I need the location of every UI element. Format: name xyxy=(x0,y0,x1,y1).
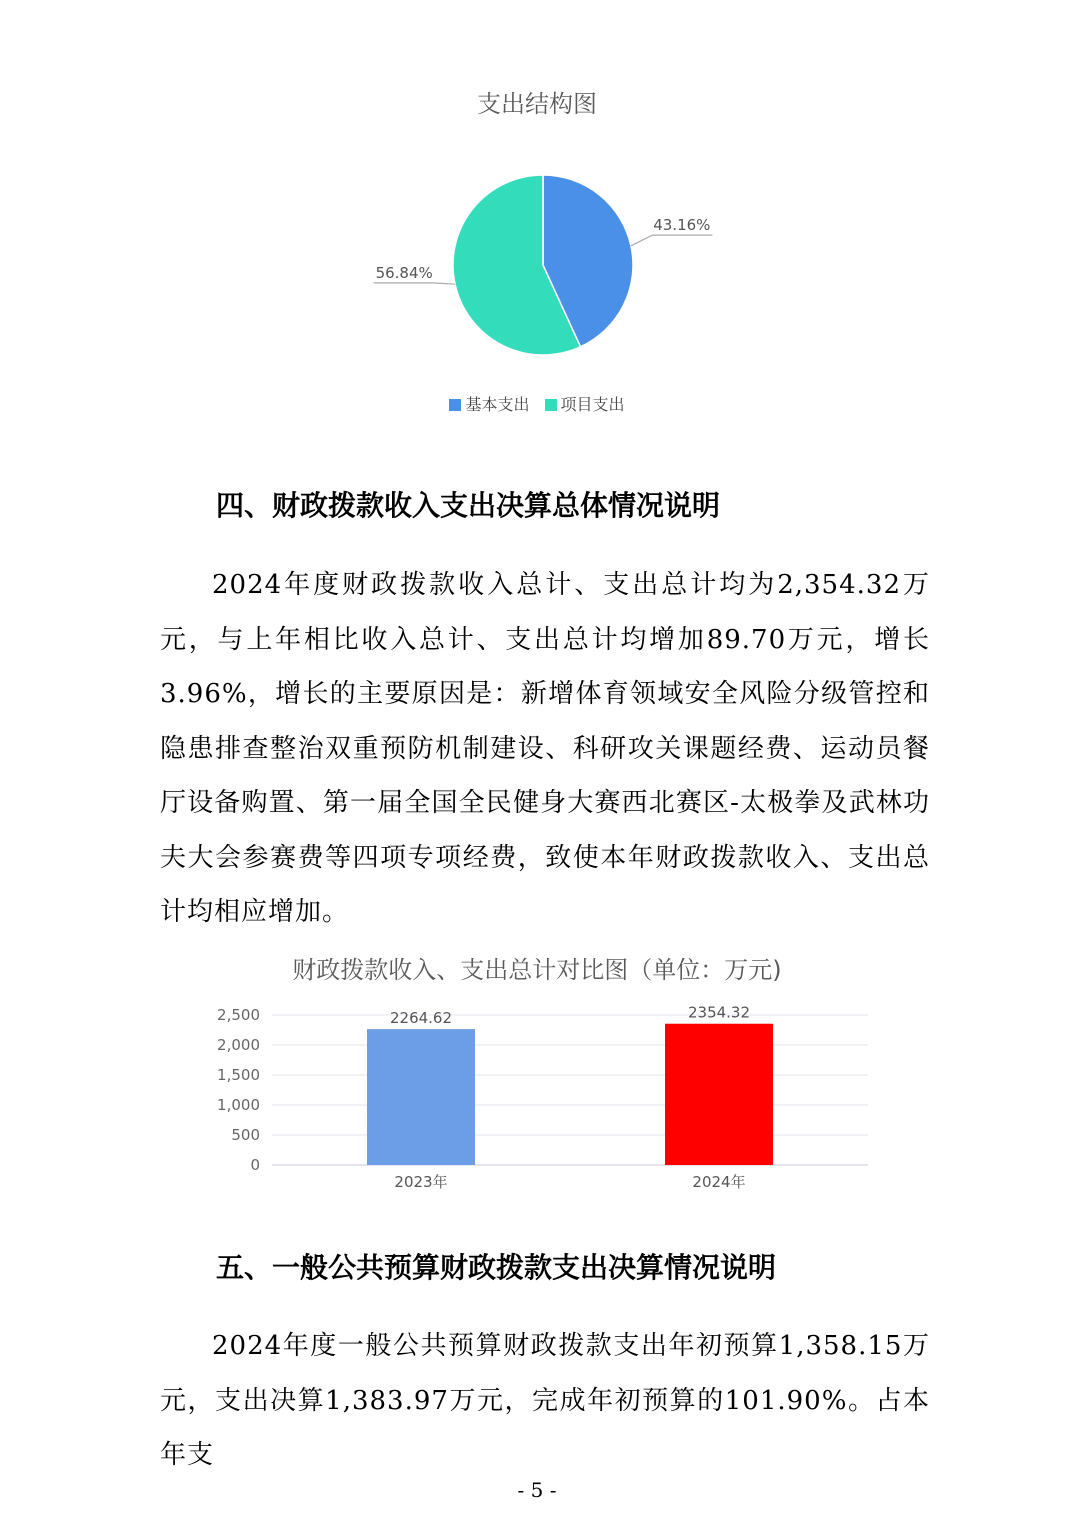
pie-leader-line xyxy=(374,283,455,284)
pie-chart-title: 支出结构图 xyxy=(477,90,597,118)
bar-y-tick-label: 2,500 xyxy=(217,1006,260,1024)
legend-label-project: 项目支出 xyxy=(560,395,625,414)
pie-legend xyxy=(0,392,1074,415)
bar-data-label: 2354.32 xyxy=(687,1003,751,1022)
pie-percentage-label: 56.84% xyxy=(375,263,433,282)
bar-y-tick-label: 2,000 xyxy=(217,1036,260,1054)
legend-swatch-basic xyxy=(449,399,461,411)
bar-y-tick-label: 0 xyxy=(250,1156,260,1174)
bar-data-label: 2264.62 xyxy=(389,1009,453,1028)
bar-chart xyxy=(200,995,890,1200)
bar-y-tick-label: 1,000 xyxy=(217,1096,260,1114)
page-number: - 5 - xyxy=(517,1478,557,1502)
legend-swatch-project xyxy=(545,399,557,411)
bar-x-tick-label: 2024年 xyxy=(692,1173,746,1191)
section-5-heading: 五、一般公共预算财政拨款支出决算情况说明 xyxy=(216,1251,777,1284)
bar-2023年 xyxy=(367,1029,475,1165)
pie-chart xyxy=(300,150,780,380)
legend-item-project xyxy=(545,392,625,415)
bar-chart-title: 财政拨款收入、支出总计对比图（单位：万元) xyxy=(292,956,782,984)
section-4-paragraph-text: 2024年度财政拨款收入总计、支出总计均为2,354.32万元，与上年相比收入总计、支出总计均增加89.70万元，增长3.96%，增长的主要原因是：新增体育领域安全风险分级管控和隐患排查整治双重预防机制建设、科研攻关课题经费、运动员餐厅设备购置、第一届全国全民健身大赛西北赛区-太极拳及武林功夫大会参赛费等四项专项经费，致使本年财政拨款收入、支出总计均相应增加。 xyxy=(160,570,930,927)
bar-y-tick-label: 500 xyxy=(231,1126,260,1144)
legend-label-basic: 基本支出 xyxy=(465,395,530,414)
section-5-paragraph xyxy=(160,1319,930,1483)
legend-item-basic xyxy=(449,392,529,415)
bar-y-tick-label: 1,500 xyxy=(217,1066,260,1084)
pie-leader-line xyxy=(631,235,712,246)
section-4-heading: 四、财政拨款收入支出决算总体情况说明 xyxy=(216,489,721,522)
section-5-paragraph-text: 2024年度一般公共预算财政拨款支出年初预算1,358.15万元，支出决算1,383.97万元，完成年初预算的101.90%。占本年支 xyxy=(160,1331,930,1470)
section-4-paragraph xyxy=(160,558,930,940)
bar-2024年 xyxy=(665,1024,773,1165)
pie-percentage-label: 43.16% xyxy=(653,216,711,235)
bar-x-tick-label: 2023年 xyxy=(394,1173,448,1191)
